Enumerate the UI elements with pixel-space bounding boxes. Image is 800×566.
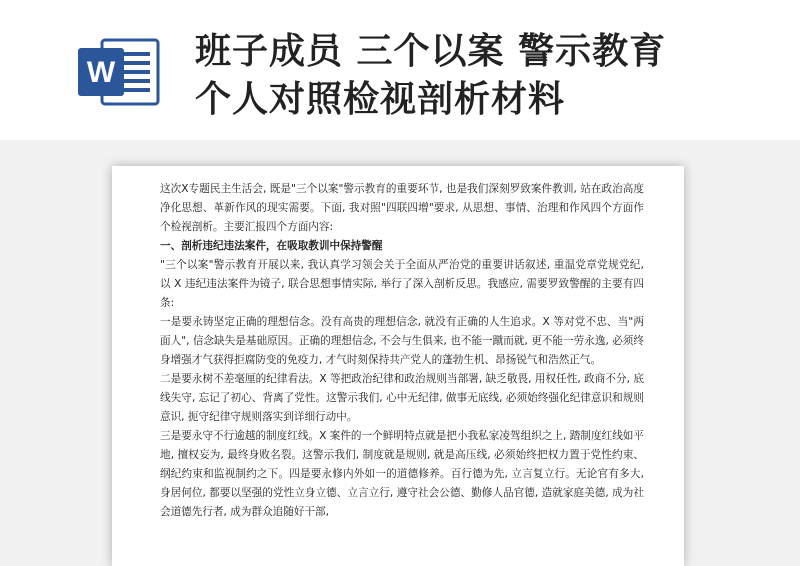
section-heading: 一、剖析违纪违法案件，在吸取教训中保持警醒 bbox=[160, 240, 383, 252]
document-page bbox=[112, 166, 684, 566]
title-line-1: 班子成员 三个以案 警示教育 bbox=[195, 31, 667, 72]
word-icon-letter: W bbox=[86, 56, 116, 89]
paragraph: "三个以案"警示教育开展以来, 我认真学习领会关于全面从严治党的重要讲话叙述, 重温党章党规党纪, 以 X 违纪违法案件为镜子, 联合思想事情实际, 举行了深入剖析反思。我感应, 需要罗致警醒的主要有四条: bbox=[160, 259, 644, 309]
paragraph: 一是要永铸坚定正确的理想信念。没有高贵的理想信念, 就没有正确的人生追求。X 等对党不忠、当"两面人", 信念缺失是基础原因。正确的理想信念, 不会与生俱来, 也不能一蹴而就, 更不能一劳永逸, 必须终身增强才气获得拒腐防变的免疫力, 才气时刻保持共产党人的蓬勃生机、昂扬锐气和浩然正气。 bbox=[160, 316, 644, 366]
word-icon bbox=[74, 36, 164, 108]
paragraph: 三是要永守不行逾越的制度红线。X 案件的一个鲜明特点就是把小我私家凌驾组织之上, 踏制度红线如平地, 擅权妄为, 最终身败名裂。这警示我们, 制度就是规则, 就是高压线, 必须始终把权力置于党性约束、纲纪约束和监视制约之下。四是要永修内外如一的道德修养。百行德为先, 立言复立行。无论官有多大, 身居何位, 都要以坚强的党性立身立德、立言立行, 遵守社会公德、勤修人品官德, 造就家庭美德, 成为社会道德先行者, 成为群众追随好干部, bbox=[160, 430, 644, 518]
header bbox=[0, 0, 800, 140]
document-content bbox=[160, 180, 644, 522]
paragraph-intro: 这次X专题民主生活会, 既是"三个以案"警示教育的重要环节, 也是我们深刻罗致案件教训, 站在政治高度净化思想、革新作风的现实需要。下面, 我对照"四联四增"要求, 从思想、事情、治理和作风四个方面作个检视剖析。主要汇报四个方面内容: bbox=[160, 183, 644, 233]
title-line-2: 个人对照检视剖析材料 bbox=[195, 79, 566, 120]
paragraph: 二是要永树不差毫厘的纪律看法。X 等把政治纪律和政治规则当部署, 缺乏敬畏, 用权任性, 政商不分, 底线失守, 忘记了初心、背离了党性。这警示我们, 心中无纪律, 做事无底线, 必须始终强化纪律意识和规则意识, 扼守纪律守规则落实到详细行动中。 bbox=[160, 373, 644, 423]
page-title bbox=[195, 28, 666, 124]
